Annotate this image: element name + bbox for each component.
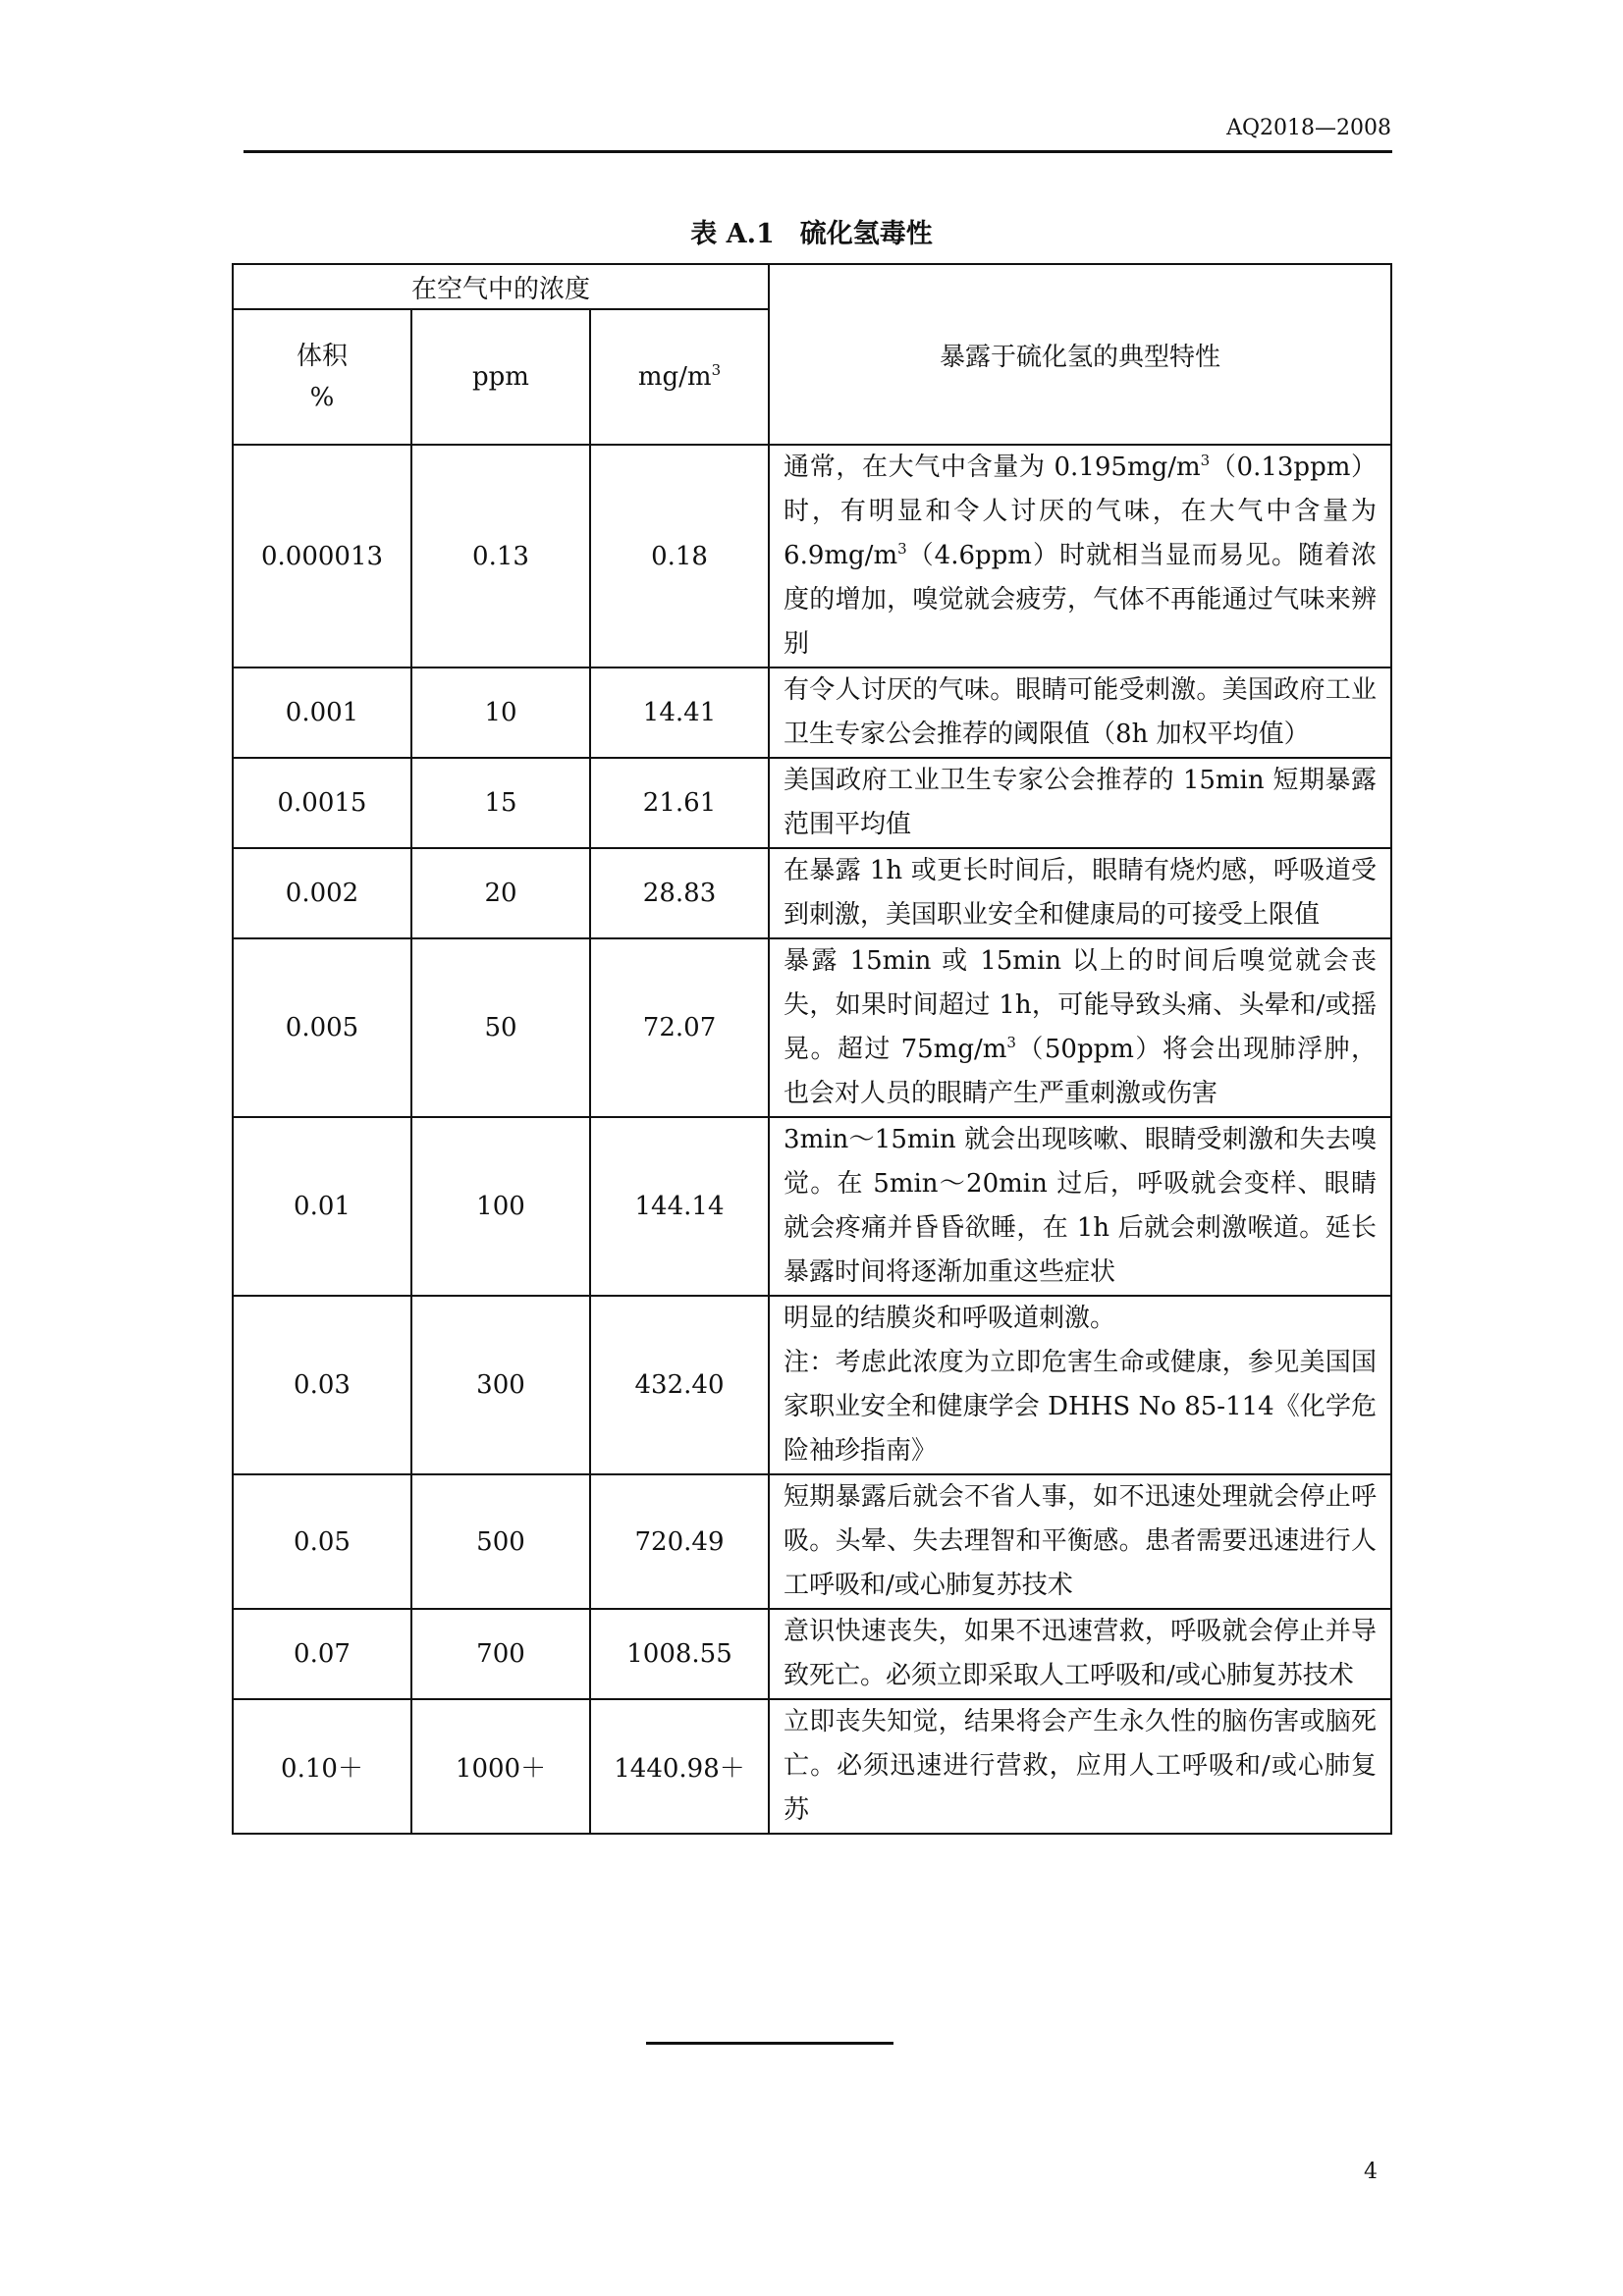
ppm-cell: 20 — [411, 848, 590, 938]
mg-cell: 720.49 — [590, 1474, 769, 1609]
description-cell: 暴露 15min 或 15min 以上的时间后嗅觉就会丧失，如果时间超过 1h，可能导致头痛、头晕和/或摇晃。超过 $75mg/m^3(50ppm)$将会出现肺浮肿，也会对人员的眼睛产生严重刺激或伤害 — [769, 938, 1391, 1117]
table-row — [233, 758, 1391, 848]
header-rule — [243, 150, 1392, 153]
mg-cell: 21.61 — [590, 758, 769, 848]
volume-header-label: 体积 — [296, 342, 348, 371]
ppm-cell: 0.13 — [411, 445, 590, 667]
table-title: 硫化氢毒性 — [799, 219, 933, 249]
mg-cell: 72.07 — [590, 938, 769, 1117]
mg-cell: 432.40 — [590, 1296, 769, 1474]
description-cell: 美国政府工业卫生专家公会推荐的 15min 短期暴露范围平均值 — [769, 758, 1391, 848]
table-row — [233, 445, 1391, 667]
description-cell: 通常，在大气中含量为 $0.195mg/m^3(0.13ppm)$时，有明显和令人讨厌的气味，在大气中含量为 $6.9mg/m^3(4.6ppm)$时就相当显而易见。随着浓度的增加，嗅觉就会疲劳，气体不再能通过气味来辨别 — [769, 445, 1391, 667]
description-cell: 明显的结膜炎和呼吸道刺激。 注：考虑此浓度为立即危害生命或健康，参见美国国家职业安全和健康学会 DHHS No 85-114《化学危险袖珍指南》 — [769, 1296, 1391, 1474]
ppm-cell: 1000＋ — [411, 1699, 590, 1834]
table-row — [233, 848, 1391, 938]
ppm-cell: 300 — [411, 1296, 590, 1474]
mg-cell: 14.41 — [590, 667, 769, 758]
description-cell: 有令人讨厌的气味。眼睛可能受刺激。美国政府工业卫生专家公会推荐的阈限值（8h 加权平均值） — [769, 667, 1391, 758]
volume-cell: 0.0015 — [233, 758, 411, 848]
ppm-cell: 10 — [411, 667, 590, 758]
ppm-cell: 700 — [411, 1609, 590, 1699]
table-body — [233, 445, 1391, 1834]
volume-cell: 0.000013 — [233, 445, 411, 667]
table-row — [233, 1474, 1391, 1609]
mg-cell: 144.14 — [590, 1117, 769, 1296]
mg-cell: 28.83 — [590, 848, 769, 938]
volume-cell: 0.01 — [233, 1117, 411, 1296]
toxicity-table — [232, 263, 1392, 1835]
volume-cell: 0.03 — [233, 1296, 411, 1474]
volume-cell: 0.07 — [233, 1609, 411, 1699]
description-cell: 短期暴露后就会不省人事，如不迅速处理就会停止呼吸。头晕、失去理智和平衡感。患者需要迅速进行人工呼吸和/或心肺复苏技术 — [769, 1474, 1391, 1609]
mg-header-base: mg/m — [637, 362, 712, 392]
table-row — [233, 1296, 1391, 1474]
volume-cell: 0.005 — [233, 938, 411, 1117]
end-rule — [646, 2042, 893, 2045]
document-code: AQ2018—2008 — [1226, 116, 1391, 140]
description-cell: 意识快速丧失，如果不迅速营救，呼吸就会停止并导致死亡。必须立即采取人工呼吸和/或心肺复苏技术 — [769, 1609, 1391, 1699]
table-row — [233, 1117, 1391, 1296]
ppm-cell: 500 — [411, 1474, 590, 1609]
volume-column-header — [233, 309, 411, 445]
table-row — [233, 667, 1391, 758]
description-cell: 立即丧失知觉，结果将会产生永久性的脑伤害或脑死亡。必须迅速进行营救，应用人工呼吸和/或心肺复苏 — [769, 1699, 1391, 1834]
concentration-group-header: 在空气中的浓度 — [233, 264, 769, 309]
table-row — [233, 1699, 1391, 1834]
ppm-column-header: ppm — [411, 309, 590, 445]
volume-cell: 0.001 — [233, 667, 411, 758]
description-column-header: 暴露于硫化氢的典型特性 — [769, 264, 1391, 445]
volume-cell: 0.10＋ — [233, 1699, 411, 1834]
table-number: 表 A.1 — [690, 219, 775, 249]
table-caption — [0, 212, 1623, 250]
description-cell: 3min～15min 就会出现咳嗽、眼睛受刺激和失去嗅觉。在 5min～20min 过后，呼吸就会变样、眼睛就会疼痛并昏昏欲睡，在 1h 后就会刺激喉道。延长暴露时间将逐渐加重这些症状 — [769, 1117, 1391, 1296]
ppm-cell: 15 — [411, 758, 590, 848]
ppm-cell: 100 — [411, 1117, 590, 1296]
mg-cell: 1008.55 — [590, 1609, 769, 1699]
table-row — [233, 938, 1391, 1117]
volume-cell: 0.05 — [233, 1474, 411, 1609]
page-number: 4 — [1364, 2160, 1378, 2184]
table-row — [233, 1609, 1391, 1699]
volume-cell: 0.002 — [233, 848, 411, 938]
mg-column-header — [590, 309, 769, 445]
mg-cell: 0.18 — [590, 445, 769, 667]
mg-header-sup: 3 — [711, 361, 722, 379]
ppm-cell: 50 — [411, 938, 590, 1117]
mg-cell: 1440.98＋ — [590, 1699, 769, 1834]
volume-header-unit: % — [309, 383, 335, 412]
description-cell: 在暴露 1h 或更长时间后，眼睛有烧灼感，呼吸道受到刺激，美国职业安全和健康局的可接受上限值 — [769, 848, 1391, 938]
